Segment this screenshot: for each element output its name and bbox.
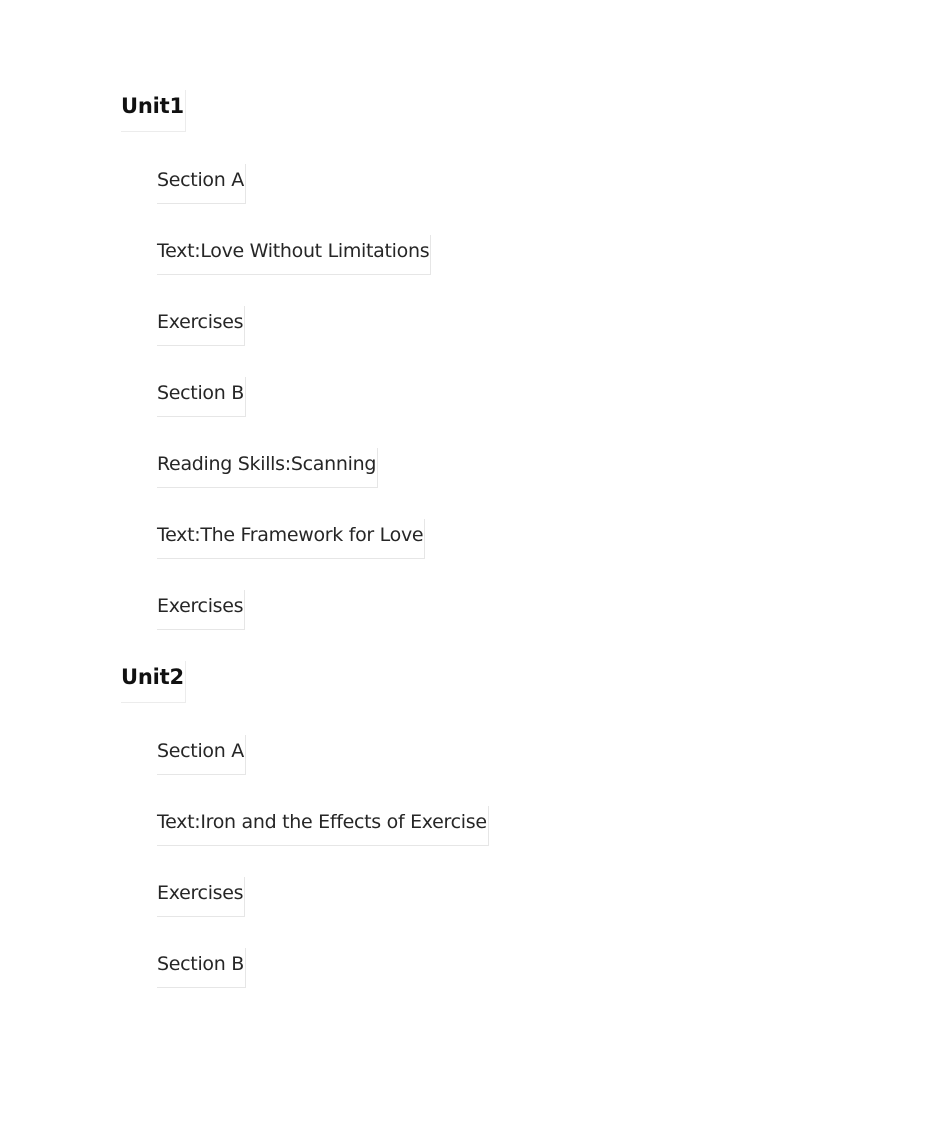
unit-2	[121, 661, 881, 1019]
unit-1-reading-skills[interactable]: Reading Skills:Scanning	[157, 448, 378, 488]
unit-1-text-a[interactable]: Text:Love Without Limitations	[157, 235, 431, 275]
unit-1-section-b[interactable]: Section B	[157, 377, 246, 417]
unit-2-exercises-a[interactable]: Exercises	[157, 877, 245, 917]
table-of-contents	[121, 90, 881, 1019]
unit-1-exercises-a[interactable]: Exercises	[157, 306, 245, 346]
unit-2-section-b[interactable]: Section B	[157, 948, 246, 988]
unit-2-section-a[interactable]: Section A	[157, 735, 246, 775]
unit-1	[121, 90, 881, 661]
unit-2-heading[interactable]: Unit2	[121, 661, 186, 703]
unit-1-text-b[interactable]: Text:The Framework for Love	[157, 519, 425, 559]
unit-2-text-a[interactable]: Text:Iron and the Effects of Exercise	[157, 806, 489, 846]
unit-1-heading[interactable]: Unit1	[121, 90, 186, 132]
unit-1-section-a[interactable]: Section A	[157, 164, 246, 204]
unit-1-exercises-b[interactable]: Exercises	[157, 590, 245, 630]
